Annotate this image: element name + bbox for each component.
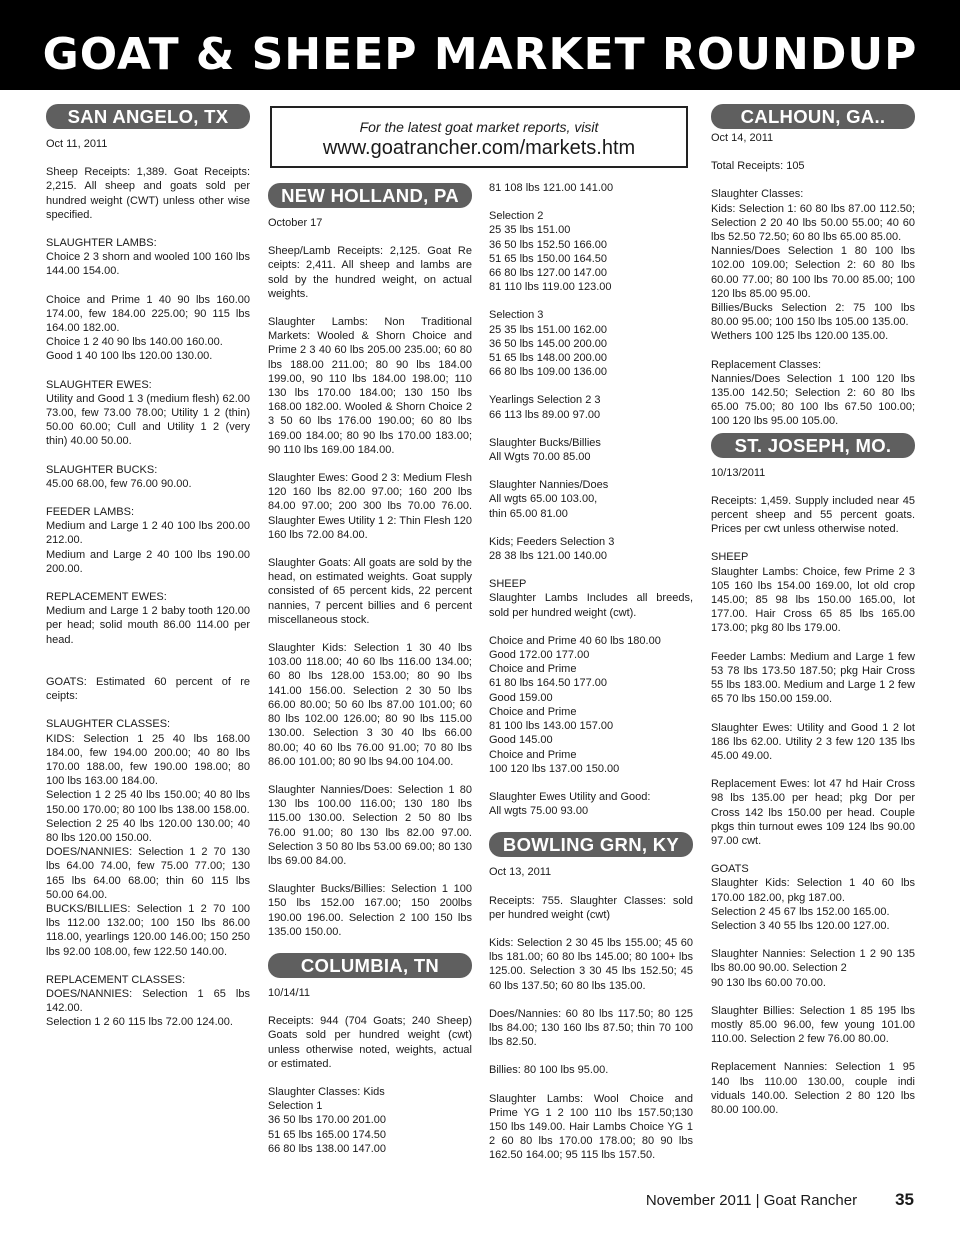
report-date: Oct 13, 2011	[489, 866, 552, 879]
report-paragraph: Slaughter Bucks/Billies All Wgts 70.00 85.00	[489, 436, 601, 464]
section-header-bowling-green: BOWLING GRN, KY	[489, 832, 693, 857]
page-title: GOAT & SHEEP MARKET ROUNDUP	[42, 29, 918, 80]
report-paragraph: Does/Nannies: 60 80 lbs 117.50; 80 125 lbs 84.00; 130 160 lbs 87.50; thin 70 100 lbs 82.50.	[489, 1007, 693, 1049]
section-header-calhoun: CALHOUN, GA..	[711, 104, 915, 129]
report-paragraph: GOATS Slaughter Kids: Selection 1 40 60 lbs 170.00 182.00, pkg 187.00. Selection 2 45 67 lbs 152.00 165.00. Selection 3 40 55 lbs 120.00 127.00.	[711, 863, 915, 932]
report-date: 10/14/11	[268, 986, 311, 999]
report-paragraph: Kids; Feeders Selection 3 28 38 lbs 121.00 140.00	[489, 535, 615, 563]
report-paragraph: Slaughter Lambs: Non Traditional Markets: Wooled & Shorn Choice and Prime 2 3 40 60 lbs 205.00 235.00; 60 80 lbs 188.00 211.00; 80 90 lbs 184.00 199.00, 90 110 lbs 184.00 198.00; 110 130 lbs 170.00 184.00; 130 150 lbs 168.00 182.00. Wooled & Shorn Choice 2 3 50 60 lbs 176.00 190.00; 60 80 lbs 169.00 184.00; 80 90 lbs 170.00 183.00; 90 110 lbs 169.00 184.00.	[268, 316, 472, 456]
report-paragraph: SLAUGHTER CLASSES: KIDS: Selection 1 25 40 lbs 168.00 184.00, few 194.00 200.00; 40 80 lbs 170.00 188.00, few 190.00 198.00; 80 100 lbs 163.00 184.00. Selection 1 2 25 40 lbs 150.00; 40 80 lbs 150.00 170.00; 80 100 lbs 138.00 158.00. Selection 2 25 40 lbs 120.00 130.00; 40 80 lbs 120.00 150.00. DOES/NANNIES: Selection 1 2 70 130 lbs 64.00 74.00, few 75.00 77.00; 130 165 lbs 64.00 68.00; thin 60 115 lbs 50.00 64.00. BUCKS/BILLIES: Selection 1 2 70 100 lbs 112.00 132.00; 100 150 lbs 86.00 118.00, yearlings 120.00 146.00; 150 250 lbs 92.00 108.00, few 122.50 140.00.	[46, 718, 250, 958]
report-paragraph: Selection 2 25 35 lbs 151.00 36 50 lbs 152.50 166.00 51 65 lbs 150.00 164.50 66 80 lbs 127.00 147.00 81 110 lbs 119.00 123.00	[489, 210, 612, 294]
report-paragraph: 81 108 lbs 121.00 141.00	[489, 182, 614, 194]
report-paragraph: Slaughter Classes: Kids: Selection 1: 60 80 lbs 87.00 112.50; Selection 2 20 40 lbs 50.00 55.00; 40 60 lbs 52.50 72.50; 60 80 lbs 65.00 85.00. Nannies/Does Selection 1 80 100 lbs 102.00 109.00; Selection 2: 60 80 lbs 60.00 77.00; 80 100 lbs 70.00 85.00; 100 120 lbs 85.00 95.00. Billies/Bucks Selection 2: 75 100 lbs 80.00 95.00; 100 150 lbs 105.00 135.00. Wethers 100 125 lbs 120.00 135.00.	[711, 188, 915, 343]
report-paragraph: Choice and Prime 40 60 lbs 180.00 Good 172.00 177.00 Choice and Prime 61 80 lbs 164.50 177.00 Good 159.00 Choice and Prime 81 100 lbs 143.00 157.00 Good 145.00 Choice and Prime 100 120 lbs 137.00 150.00	[489, 634, 661, 775]
report-date: Oct 14, 2011	[711, 132, 774, 144]
report-paragraph: SLAUGHTER LAMBS: Choice 2 3 shorn and wooled 100 160 lbs 144.00 154.00.	[46, 237, 250, 278]
report-paragraph: SHEEP Slaughter Lambs: Choice, few Prime 2 3 105 160 lbs 154.00 169.00, lot old crop 145.00; 85 98 lbs 150.00 165.00, lot 177.00. Hair Cross 65 85 lbs 165.00 173.00; pkg 80 lbs 179.00.	[711, 551, 915, 635]
report-paragraph: FEEDER LAMBS: Medium and Large 1 2 40 100 lbs 200.00 212.00. Medium and Large 2 40 100 lbs 190.00 200.00.	[46, 506, 250, 575]
report-paragraph: Receipts: 755. Slaughter Classes: sold per hundred weight (cwt)	[489, 894, 693, 921]
report-paragraph: SLAUGHTER BUCKS: 45.00 68.00, few 76.00 90.00.	[46, 463, 192, 490]
report-paragraph: Sheep/Lamb Receipts: 2,125. Goat Re ceipts: 2,411. All sheep and lambs are sold by the hundred weight, on actual weights.	[268, 245, 472, 300]
notice-text: For the latest goat market reports, visit	[359, 119, 599, 135]
report-paragraph: Sheep Receipts: 1,389. Goat Receipts: 2,215. All sheep and goats sold per hundred weight (CWT) unless other wise specified.	[46, 166, 250, 221]
report-paragraph: Slaughter Ewes: Good 2 3: Medium Flesh 120 160 lbs 82.00 97.00; 160 200 lbs 84.00 97.00; 200 300 lbs 70.00 76.00. Slaughter Ewes Utility 1 2: Thin Flesh 120 160 lbs 72.00 84.00.	[268, 472, 473, 541]
report-paragraph: Slaughter Lambs: Wool Choice and Prime YG 1 2 100 110 lbs 157.50;130 150 lbs 149.00. Hair Lambs Choice YG 1 2 60 80 lbs 170.00 178.00; 80 90 lbs 162.50 164.00; 95 115 lbs 157.50.	[489, 1092, 693, 1162]
report-paragraph: Receipts: 1,459. Supply included near 45 percent sheep and 55 percent goats. Prices per cwt unless otherwise noted.	[711, 494, 915, 536]
report-paragraph: Total Receipts: 105	[711, 160, 805, 173]
report-paragraph: Slaughter Nannies/Does: Selection 1 80 130 lbs 100.00 116.00; 130 180 lbs 115.00 130.00. Selection 2 50 80 lbs 76.00 91.00; 80 130 lbs 82.00 97.00. Selection 3 50 80 lbs 53.00 69.00; 80 130 lbs 69.00 84.00.	[268, 783, 472, 867]
report-paragraph: Receipts: 944 (704 Goats; 240 Sheep) Goats sold per hundred weight (cwt) unless otherwise noted, weights, actual or estimated.	[268, 1015, 472, 1070]
market-reports-notice	[270, 106, 688, 168]
column-san-angelo	[46, 104, 250, 1044]
report-paragraph: Choice and Prime 1 40 90 lbs 160.00 174.00, few 184.00 225.00; 90 115 lbs 164.00 182.00. Choice 1 2 40 90 lbs 140.00 160.00. Good 1 40 100 lbs 120.00 130.00.	[46, 293, 250, 363]
report-paragraph: REPLACEMENT EWES: Medium and Large 1 2 baby tooth 120.00 per head; solid mouth 86.00 114.00 per head.	[46, 591, 250, 646]
report-paragraph: REPLACEMENT CLASSES: DOES/NANNIES: Selection 1 65 lbs 142.00. Selection 1 2 60 115 lbs 72.00 124.00.	[46, 973, 250, 1029]
market-reports-link[interactable]: www.goatrancher.com/markets.htm	[322, 137, 636, 159]
report-date: 10/13/2011	[711, 466, 766, 479]
report-paragraph: Slaughter Goats: All goats are sold by the head, on estimated weights. Goat supply consisted of 65 percent kids, 22 percent nannies, 7 percent billies and 6 percent miscellaneous stock.	[268, 557, 472, 626]
report-paragraph: SHEEP Slaughter Lambs Includes all breeds, sold per hundred weight (cwt).	[489, 578, 693, 619]
column-bowling-green	[489, 181, 693, 1177]
section-header-new-holland: NEW HOLLAND, PA	[268, 183, 472, 208]
report-paragraph: GOATS: Estimated 60 percent of re ceipts:	[46, 675, 250, 703]
report-paragraph: Replacement Classes: Nannies/Does Selection 1 100 120 lbs 135.00 142.50; Selection 2: 60 80 lbs 65.00 75.00; 80 100 lbs 67.50 100.00; 100 120 lbs 95.00 105.00.	[711, 358, 915, 428]
report-paragraph: Slaughter Kids: Selection 1 30 40 lbs 103.00 118.00; 40 60 lbs 116.00 134.00; 60 80 lbs 128.00 153.00; 80 90 lbs 141.00 156.00. Selection 2 30 50 lbs 66.00 80.00; 50 60 lbs 87.00 101.00; 60 80 lbs 102.00 126.00; 80 90 lbs 115.00 130.00. Selection 3 30 40 lbs 66.00 80.00; 40 60 lbs 76.00 91.00; 70 80 lbs 86.00 101.00; 80 90 lbs 94.00 104.00.	[268, 642, 472, 768]
report-paragraph: Selection 3 25 35 lbs 151.00 162.00 36 50 lbs 145.00 200.00 51 65 lbs 148.00 200.00 66 80 lbs 109.00 136.00	[489, 309, 608, 379]
report-paragraph: Kids: Selection 2 30 45 lbs 155.00; 45 60 lbs 181.00; 60 80 lbs 145.00; 80 100+ lbs 125.00. Selection 3 30 45 lbs 152.50; 45 60 lbs 137.50; 60 80 lbs 135.00.	[489, 936, 693, 992]
report-paragraph: Replacement Nannies: Selection 1 95 140 lbs 110.00 130.00, couple indi viduals 140.00. Selection 2 80 120 lbs 80.00 100.00.	[711, 1061, 915, 1116]
report-paragraph: Slaughter Classes: Kids Selection 1 36 50 lbs 170.00 201.00 51 65 lbs 165.00 174.50 66 80 lbs 138.00 147.00	[268, 1085, 387, 1155]
report-paragraph: Yearlings Selection 2 3 66 113 lbs 89.00 97.00	[489, 394, 601, 421]
section-header-columbia: COLUMBIA, TN	[268, 953, 472, 978]
report-paragraph: Slaughter Nannies/Does All wgts 65.00 103.00, thin 65.00 81.00	[489, 479, 609, 520]
report-paragraph: SLAUGHTER EWES: Utility and Good 1 3 (medium flesh) 62.00 73.00, few 73.00 78.00; Utility 1 2 (thin) 50.00 60.00; Cull and Utility 1 2 (very thin) 40.00 50.00.	[46, 378, 250, 448]
report-paragraph: Feeder Lambs: Medium and Large 1 few 53 78 lbs 173.50 187.50; pkg Hair Cross 55 lbs 183.00. Medium and Large 1 2 few 65 70 lbs 150.00 159.00.	[711, 650, 915, 706]
report-paragraph: Slaughter Bucks/Billies: Selection 1 100 150 lbs 152.00 167.00; 150 200lbs 190.00 196.00. Selection 2 100 150 lbs 135.00 150.00.	[268, 883, 472, 938]
masthead	[0, 0, 960, 90]
report-paragraph: Slaughter Ewes: Utility and Good 1 2 lot 186 lbs 62.00. Utility 2 3 few 120 135 lbs 45.00 49.00.	[711, 721, 915, 762]
report-paragraph: Slaughter Ewes Utility and Good: All wgts 75.00 93.00	[489, 790, 651, 818]
issue-label: November 2011 | Goat Rancher	[645, 1192, 858, 1209]
column-new-holland	[268, 183, 472, 1170]
report-paragraph: Replacement Ewes: lot 47 hd Hair Cross 98 lbs 135.00 per head; pkg Dor per Cross 142 lbs 150.00 per head. Couple pkgs thin turnout ewes 109 124 lbs 90.00 97.00 cwt.	[711, 778, 915, 847]
report-paragraph: Billies: 80 100 lbs 95.00.	[489, 1064, 609, 1077]
report-date: Oct 11, 2011	[46, 138, 108, 150]
column-calhoun	[711, 104, 915, 1131]
page-number: 35	[895, 1190, 914, 1209]
section-header-st-joseph: ST. JOSEPH, MO.	[711, 433, 915, 458]
report-paragraph: Slaughter Nannies: Selection 1 2 90 135 lbs 80.00 90.00. Selection 2 90 130 lbs 60.00 70.00.	[711, 948, 915, 989]
report-paragraph: Slaughter Billies: Selection 1 85 195 lbs mostly 85.00 96.00, few young 101.00 110.00. Selection 2 few 76.00 80.00.	[711, 1004, 915, 1046]
report-date: October 17	[268, 217, 323, 229]
page-footer	[646, 1190, 914, 1211]
section-header-san-angelo: SAN ANGELO, TX	[46, 104, 250, 129]
